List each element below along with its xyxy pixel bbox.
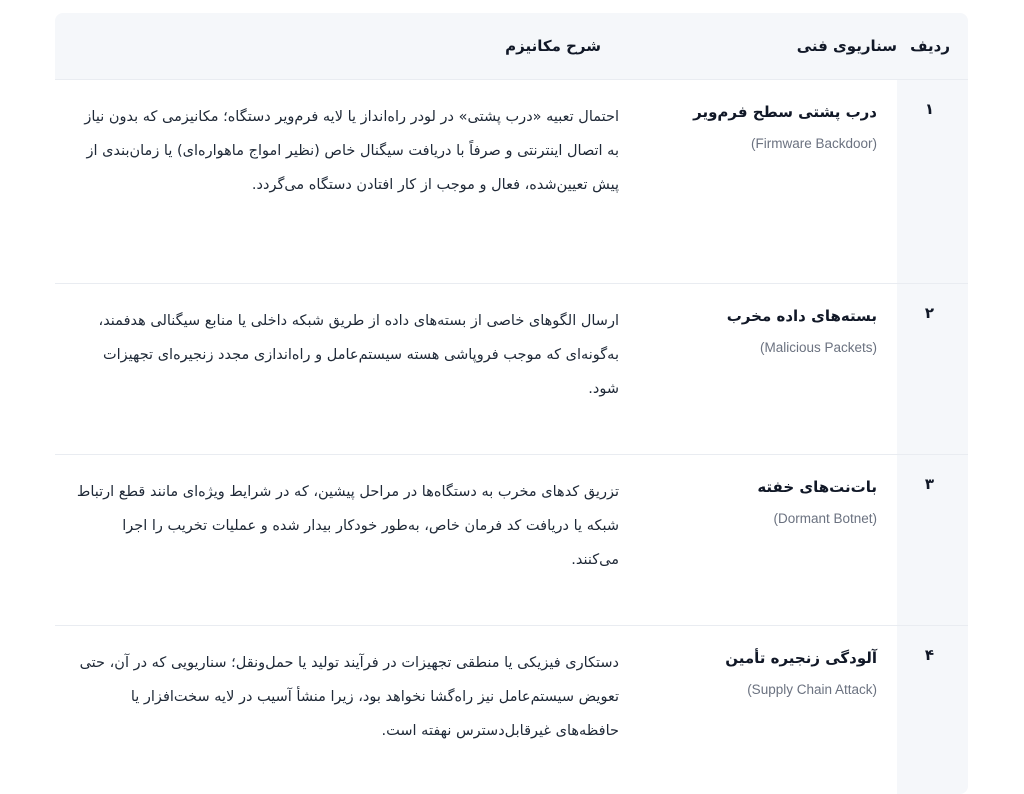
table-row <box>55 79 968 283</box>
table-body <box>55 79 968 794</box>
mechanism-description: دستکاری فیزیکی یا منطقی تجهیزات در فرآیند تولید یا حمل‌ونقل؛ سناریویی که در آن، حتی تعویض سیستم‌عامل نیز راه‌گشا نخواهد بود، زیرا منشأ آسیب در لایه سخت‌افزار یا حافظه‌های غیرقابل‌دسترس نهفته است. <box>55 625 619 794</box>
scenario-name: بسته‌های داده مخرب <box>726 306 877 325</box>
table-header <box>55 13 968 79</box>
scenario-english-name: (Supply Chain Attack) <box>747 681 877 697</box>
scenario-name: آلودگی زنجیره تأمین <box>725 648 877 667</box>
mechanism-description: تزریق کدهای مخرب به دستگاه‌ها در مراحل پیشین، که در شرایط ویژه‌ای مانند قطع ارتباط شبکه یا دریافت کد فرمان خاص، به‌طور خودکار بیدار شده و عملیات تخریب را اجرا می‌کنند. <box>55 454 619 625</box>
scenario-name: بات‌نت‌های خفته <box>757 477 877 496</box>
header-row <box>55 13 968 79</box>
scenario-cell <box>619 283 897 454</box>
row-number: ۲ <box>897 283 968 454</box>
row-number: ۴ <box>897 625 968 794</box>
mechanism-description: ارسال الگوهای خاصی از بسته‌های داده از طریق شبکه داخلی یا منابع سیگنالی هدفمند، به‌گونه‌ای که موجب فروپاشی هسته سیستم‌عامل و راه‌اندازی مجدد زنجیره‌ای تجهیزات شود. <box>55 283 619 454</box>
scenario-cell <box>619 79 897 283</box>
header-row-number: ردیف <box>910 36 950 55</box>
table-row <box>55 454 968 625</box>
table-row <box>55 283 968 454</box>
header-mechanism: شرح مکانیزم <box>505 36 601 55</box>
scenario-table-grid <box>55 13 968 794</box>
scenario-cell <box>619 454 897 625</box>
mechanism-description: احتمال تعبیه «درب پشتی» در لودر راه‌انداز یا لایه فرم‌ویر دستگاه؛ مکانیزمی که بدون نیاز به اتصال اینترنتی و صرفاً با دریافت سیگنال خاص (نظیر امواج ماهواره‌ای) یا زمان‌بندی از پیش تعیین‌شده، فعال و موجب از کار افتادن دستگاه می‌گردد. <box>55 79 619 283</box>
scenario-table <box>55 13 968 794</box>
scenario-english-name: (Dormant Botnet) <box>773 510 877 526</box>
row-number: ۱ <box>897 79 968 283</box>
row-number: ۳ <box>897 454 968 625</box>
scenario-name: درب پشتی سطح فرم‌ویر <box>693 102 877 121</box>
scenario-english-name: (Firmware Backdoor) <box>750 135 877 151</box>
scenario-cell <box>619 625 897 794</box>
header-scenario: سناریوی فنی <box>796 36 897 55</box>
scenario-english-name: (Malicious Packets) <box>759 339 877 355</box>
table-row <box>55 625 968 794</box>
